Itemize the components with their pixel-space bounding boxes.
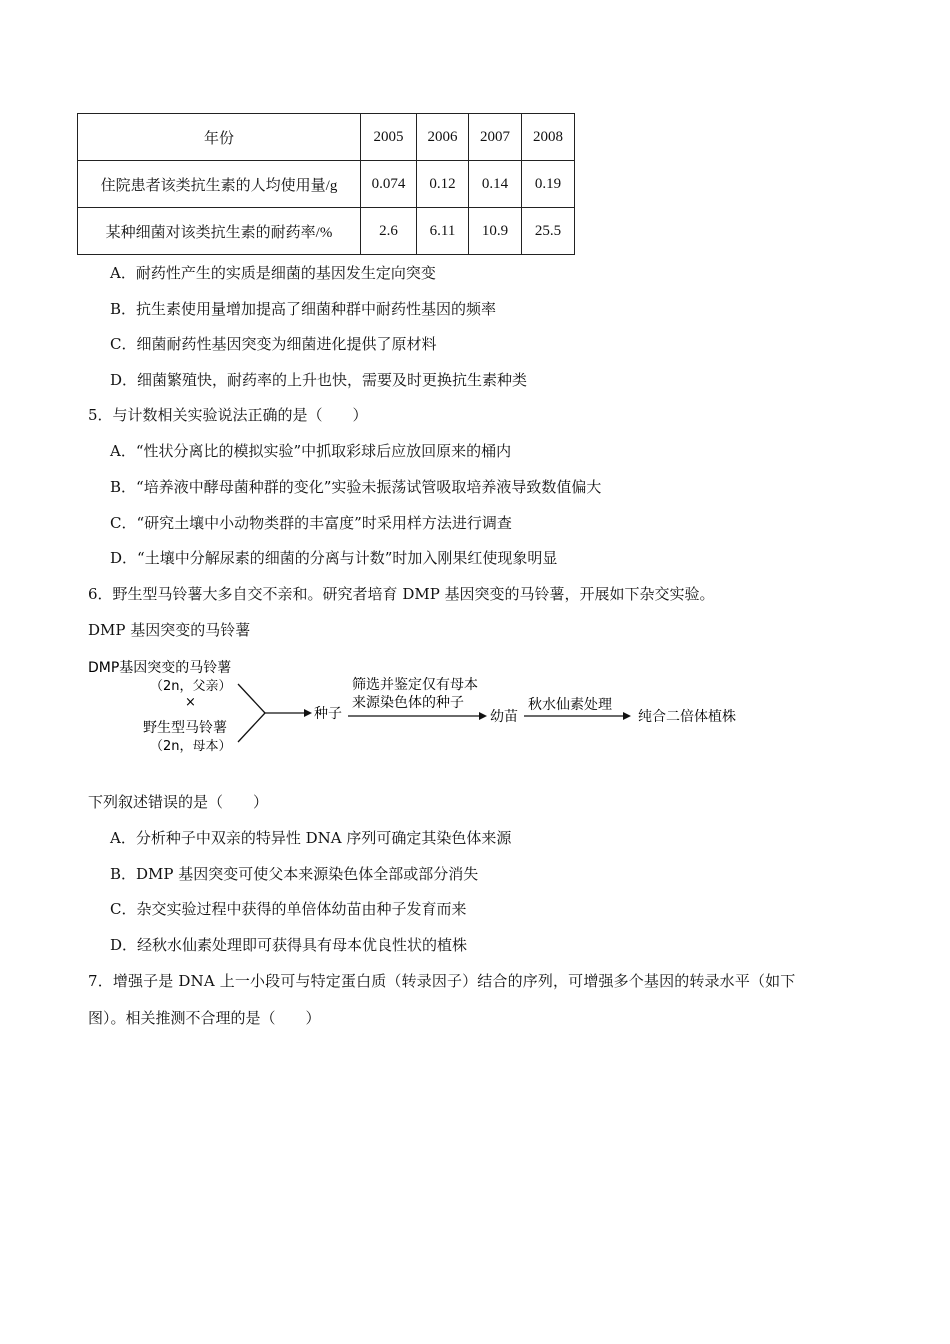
q5-option-c: C．“研究土壤中小动物类群的丰富度”时采用样方法进行调查: [110, 514, 512, 532]
q6-sub-stem: 下列叙述错误的是（ ）: [88, 793, 269, 811]
q6-option-a: A．分析种子中双亲的特异性 DNA 序列可确定其染色体来源: [110, 829, 512, 847]
table-cell: 0.14: [469, 161, 522, 208]
q4-option-b: B．抗生素使用量增加提高了细菌种群中耐药性基因的频率: [110, 300, 497, 318]
selection-step-line2: 来源染色体的种子: [352, 695, 464, 711]
table-cell: 10.9: [469, 208, 522, 255]
table-header-cell: 2005: [361, 114, 417, 161]
father-label: DMP基因突变的马铃薯: [88, 660, 232, 676]
cross-experiment-diagram: [80, 650, 780, 765]
q6-option-b: B．DMP 基因突变可使父本来源染色体全部或部分消失: [110, 865, 479, 883]
q6-stem: 6．野生型马铃薯大多自交不亲和。研究者培育 DMP 基因突变的马铃薯，开展如下杂交实验。: [88, 585, 715, 603]
table-cell: 0.12: [417, 161, 469, 208]
q5-option-d: D．“土壤中分解尿素的细菌的分离与计数”时加入刚果红使现象明显: [110, 549, 558, 567]
seed-label: 种子: [314, 706, 342, 722]
result-label: 纯合二倍体植株: [638, 709, 736, 725]
q7-stem-line2: 图）。相关推测不合理的是（ ）: [88, 1009, 321, 1027]
father-note: （2n，父亲）: [150, 679, 232, 694]
father-branch-line: [238, 684, 265, 713]
q6-option-d: D．经秋水仙素处理即可获得具有母本优良性状的植株: [110, 936, 468, 954]
seedling-label: 幼苗: [490, 709, 518, 725]
arrow-head: [479, 712, 487, 720]
table-cell: 0.19: [522, 161, 575, 208]
table-header-row: [78, 114, 575, 161]
mother-note: （2n，母本）: [150, 739, 232, 754]
table-cell: 25.5: [522, 208, 575, 255]
arrow-head: [304, 709, 312, 717]
q5-stem: 5．与计数相关实验说法正确的是（ ）: [88, 406, 368, 424]
mother-label: 野生型马铃薯: [143, 720, 227, 736]
table-header-cell: 2006: [417, 114, 469, 161]
mother-branch-line: [238, 713, 265, 742]
table-cell: 6.11: [417, 208, 469, 255]
table-row: [78, 161, 575, 208]
q7-stem-line1: 7．增强子是 DNA 上一小段可与特定蛋白质（转录因子）结合的序列，可增强多个基因的转录水平（如下: [88, 972, 796, 990]
table-header-cell: 2008: [522, 114, 575, 161]
arrow-head: [623, 712, 631, 720]
q5-option-a: A．“性状分离比的模拟实验”中抓取彩球后应放回原来的桶内: [110, 442, 512, 460]
q5-option-b: B．“培养液中酵母菌种群的变化”实验未振荡试管吸取培养液导致数值偏大: [110, 478, 602, 496]
antibiotic-table: [77, 113, 575, 255]
selection-step-line1: 筛选并鉴定仅有母本: [352, 677, 478, 693]
table-cell: 某种细菌对该类抗生素的耐药率/%: [78, 208, 361, 255]
table-header-cell: 2007: [469, 114, 522, 161]
q4-option-c: C．细菌耐药性基因突变为细菌进化提供了原材料: [110, 335, 437, 353]
q6-option-c: C．杂交实验过程中获得的单倍体幼苗由种子发育而来: [110, 900, 467, 918]
q4-option-d: D．细菌繁殖快，耐药率的上升也快，需要及时更换抗生素种类: [110, 371, 528, 389]
table-cell: 住院患者该类抗生素的人均使用量/g: [78, 161, 361, 208]
colchicine-step: 秋水仙素处理: [528, 697, 612, 713]
table-row: [78, 208, 575, 255]
q4-option-a: A．耐药性产生的实质是细菌的基因发生定向突变: [110, 264, 436, 282]
table-cell: 0.074: [361, 161, 417, 208]
table-header-cell: 年份: [78, 114, 361, 161]
q6-caption: DMP 基因突变的马铃薯: [88, 621, 251, 639]
cross-symbol: ×: [185, 695, 196, 710]
table-cell: 2.6: [361, 208, 417, 255]
